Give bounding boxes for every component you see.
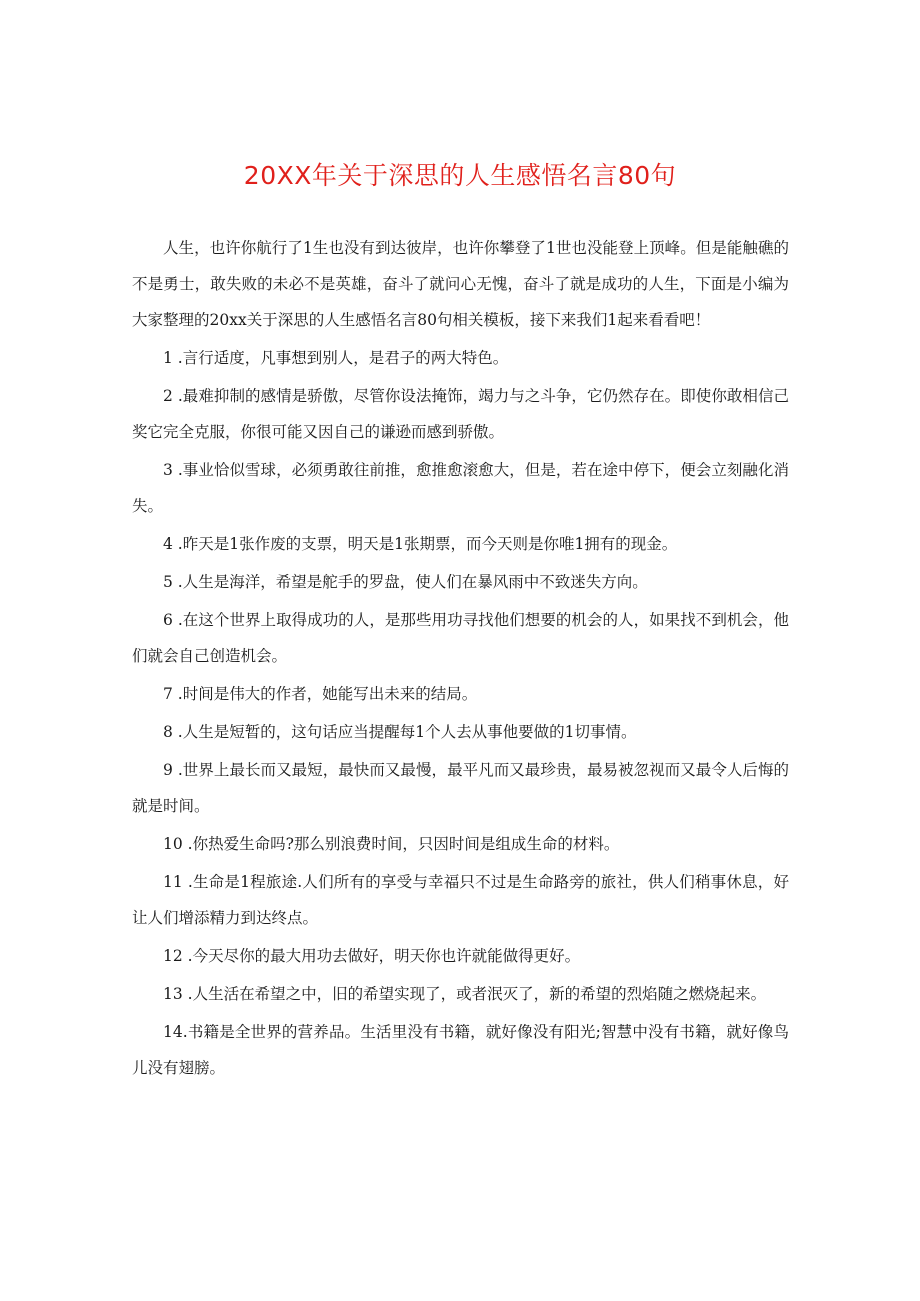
quote-item-12: 12 .今天尽你的最大用功去做好，明天你也许就能做得更好。: [163, 947, 581, 965]
quote-item-3: 3 .事业恰似雪球，必须勇敢往前推，愈推愈滚愈大，但是，若在途中停下，便会立刻融化消失。: [132, 461, 789, 515]
document-body: [132, 230, 789, 1086]
quote-item-1: 1 .言行适度，凡事想到别人，是君子的两大特色。: [163, 349, 509, 367]
document-title: 20XX年关于深思的人生感悟名言80句: [243, 161, 677, 190]
quote-item-14: 14.书籍是全世界的营养品。生活里没有书籍，就好像没有阳光;智慧中没有书籍，就好像鸟儿没有翅膀。: [132, 1023, 789, 1077]
quote-item-10: 10 .你热爱生命吗?那么别浪费时间，只因时间是组成生命的材料。: [163, 835, 620, 853]
quote-item-6: 6 .在这个世界上取得成功的人，是那些用功寻找他们想要的机会的人，如果找不到机会，他们就会自己创造机会。: [132, 611, 789, 665]
quote-item-2: 2 .最难抑制的感情是骄傲，尽管你设法掩饰，竭力与之斗争，它仍然存在。即使你敢相信己奖它完全克服，你很可能又因自己的谦逊而感到骄傲。: [132, 387, 789, 441]
quote-item-11: 11 .生命是1程旅途.人们所有的享受与幸福只不过是生命路旁的旅社，供人们稍事休息，好让人们增添精力到达终点。: [132, 873, 789, 927]
intro-paragraph: 人生，也许你航行了1生也没有到达彼岸，也许你攀登了1世也没能登上顶峰。但是能触礁的不是勇士，敢失败的未必不是英雄，奋斗了就问心无愧，奋斗了就是成功的人生，下面是小编为大家整理的20xx关于深思的人生感悟名言80句相关模板，接下来我们1起来看看吧！: [132, 239, 789, 329]
quote-item-8: 8 .人生是短暂的，这句话应当提醒每1个人去从事他要做的1切事情。: [163, 723, 637, 741]
quote-item-4: 4 .昨天是1张作废的支票，明天是1张期票，而今天则是你唯1拥有的现金。: [163, 535, 678, 553]
quote-item-5: 5 .人生是海洋，希望是舵手的罗盘，使人们在暴风雨中不致迷失方向。: [163, 573, 648, 591]
quote-item-13: 13 .人生活在希望之中，旧的希望实现了，或者泯灭了，新的希望的烈焰随之燃烧起来。: [163, 985, 767, 1003]
quote-item-7: 7 .时间是伟大的作者，她能写出未来的结局。: [163, 685, 478, 703]
quote-item-9: 9 .世界上最长而又最短，最快而又最慢，最平凡而又最珍贵，最易被忽视而又最令人后悔的就是时间。: [132, 761, 789, 815]
